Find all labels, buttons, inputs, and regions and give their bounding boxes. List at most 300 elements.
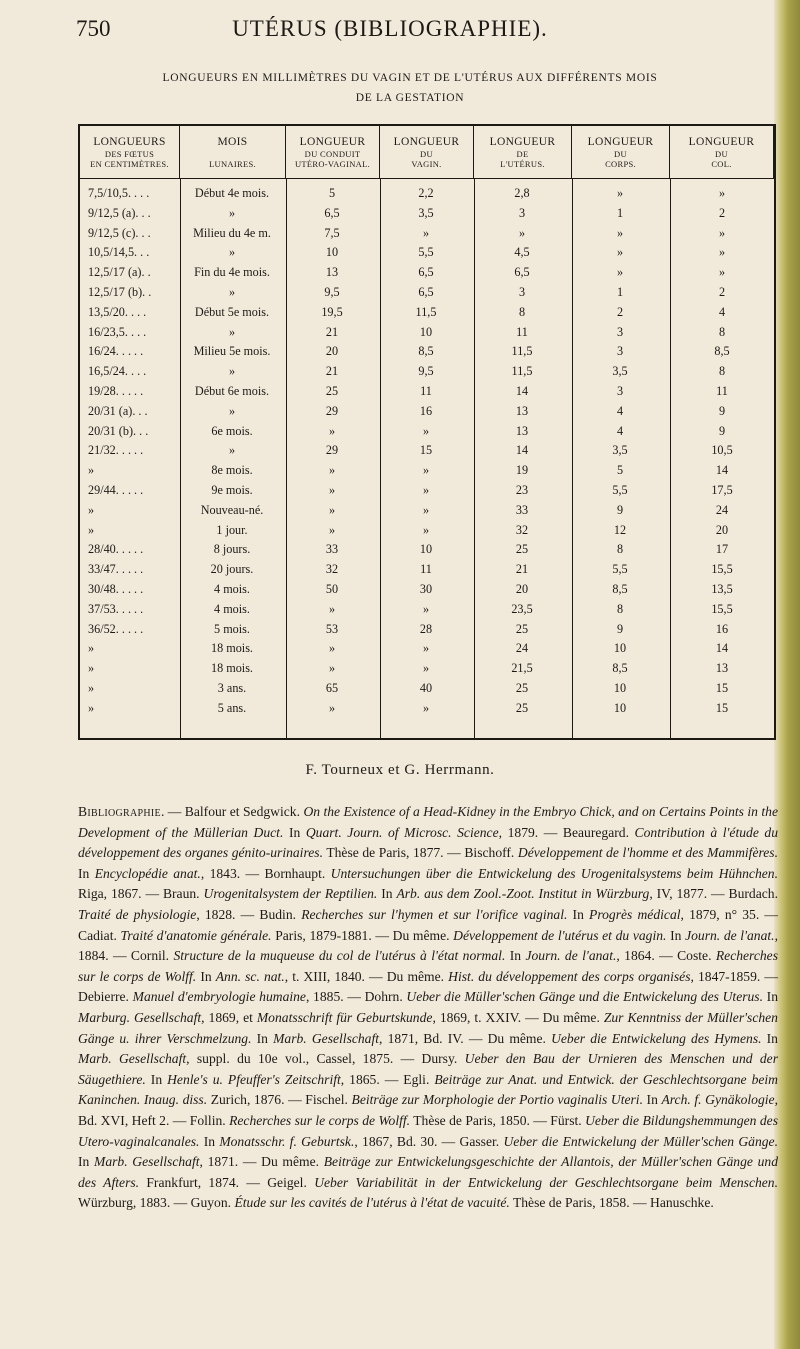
citation-text: In bbox=[505, 948, 526, 964]
body-cell: 3 bbox=[616, 324, 624, 339]
citation-title: Untersuchungen über die Entwickelung des Urogenitalsystems beim Hühnchen. bbox=[330, 865, 778, 881]
lunar-month-cell: » bbox=[228, 403, 236, 418]
uterus-cell: 23,5 bbox=[511, 601, 533, 616]
uterus-cell: 21,5 bbox=[511, 661, 533, 676]
uterus-cell: 32 bbox=[515, 522, 529, 537]
table-row bbox=[80, 184, 774, 204]
body-cell: 8 bbox=[616, 601, 624, 616]
cervix-cell: 24 bbox=[715, 502, 729, 517]
table-caption-line2: DE LA GESTATION bbox=[355, 92, 465, 104]
uterus-cell: 20 bbox=[515, 581, 529, 596]
running-title: UTÉRUS (BIBLIOGRAPHIE). bbox=[232, 16, 548, 41]
citation-title: Étude sur les cavités de l'utérus à l'état de vacuité. bbox=[234, 1195, 510, 1211]
cervix-cell: 15,5 bbox=[711, 601, 733, 616]
citation-text: , 1828. — Budin. bbox=[196, 906, 302, 922]
table-row bbox=[80, 600, 774, 620]
citation-title: Ueber die Entwickelung der Müller'schen Gänge. bbox=[503, 1133, 778, 1149]
cervix-cell: 11 bbox=[716, 383, 728, 398]
cervix-cell: 16 bbox=[715, 621, 729, 636]
table-row bbox=[80, 620, 774, 640]
uterus-cell: 4,5 bbox=[514, 245, 530, 260]
cervix-cell: 2 bbox=[718, 205, 726, 220]
citation-text: , 1879, n° 35. — Cadiat. bbox=[78, 906, 778, 943]
lunar-month-cell: » bbox=[228, 443, 236, 458]
utero-vaginal-cell: 33 bbox=[325, 542, 339, 557]
body-cell: 1 bbox=[616, 205, 624, 220]
authors-signature: F. Tourneux et G. Herrmann. bbox=[305, 762, 495, 778]
uterus-cell: 25 bbox=[515, 680, 529, 695]
citation-title: On the Existence of a Head-Kidney in the Embryo Chick, and on Certains Points in the Development of the Müllerian Duct. bbox=[78, 804, 778, 840]
fetus-length-cell: 16/24. . . . . bbox=[88, 344, 144, 359]
body-cell: 5,5 bbox=[612, 562, 628, 577]
uterus-cell: 25 bbox=[515, 700, 529, 715]
utero-vaginal-cell: » bbox=[328, 601, 336, 616]
utero-vaginal-cell: » bbox=[328, 502, 336, 517]
vagina-cell: » bbox=[422, 661, 430, 676]
uterus-cell: 14 bbox=[515, 383, 529, 398]
body-cell: 10 bbox=[613, 641, 627, 656]
vagina-cell: 8,5 bbox=[418, 344, 434, 359]
citation-text: Thèse de Paris, 1877. — Bischoff. bbox=[322, 845, 518, 861]
citation-text: In bbox=[377, 886, 397, 902]
citation-text: , 1879. — Beauregard. bbox=[498, 824, 635, 840]
lunar-month-cell: Nouveau-né. bbox=[200, 502, 264, 517]
table-row bbox=[80, 382, 774, 402]
citation-title: Marb. Gesellschaft bbox=[94, 1154, 200, 1170]
citation-text: Riga, 1867. — Braun. bbox=[78, 886, 204, 902]
citation-text: , 1884. — Cornil. bbox=[78, 927, 778, 964]
utero-vaginal-cell: 65 bbox=[325, 680, 339, 695]
citation-title: Monatsschrift für Geburtskunde bbox=[256, 1009, 433, 1025]
vagina-cell: » bbox=[422, 522, 430, 537]
fetus-length-cell: 30/48. . . . . bbox=[88, 581, 144, 596]
uterus-cell: 3 bbox=[518, 284, 526, 299]
cervix-cell: 17 bbox=[715, 542, 729, 557]
vagina-cell: 15 bbox=[419, 443, 433, 458]
uterus-cell: 33 bbox=[515, 502, 529, 517]
utero-vaginal-cell: 29 bbox=[325, 443, 339, 458]
lunar-month-cell: Début 5e mois. bbox=[194, 304, 270, 319]
fetus-length-cell: 19/28. . . . . bbox=[88, 383, 144, 398]
utero-vaginal-cell: 7,5 bbox=[324, 225, 340, 240]
cervix-cell: 20 bbox=[715, 522, 729, 537]
table-row bbox=[80, 402, 774, 422]
lunar-month-cell: Début 6e mois. bbox=[194, 383, 270, 398]
utero-vaginal-cell: 10 bbox=[325, 245, 339, 260]
citation-title: Encyclopédie anat. bbox=[94, 865, 201, 881]
citation-text: , 1871, Bd. IV. — Du même. bbox=[379, 1030, 552, 1046]
citation-text: , 1843. — Bornhaupt. bbox=[200, 865, 331, 881]
fetus-length-cell: 9/12,5 (a). . . bbox=[88, 205, 151, 220]
vagina-cell: 5,5 bbox=[418, 245, 434, 260]
citation-text: , IV, 1877. — Burdach. bbox=[649, 886, 778, 902]
lunar-month-cell: Milieu du 4e m. bbox=[193, 225, 271, 240]
citation-title: Développement de l'homme et des Mammifères. bbox=[517, 845, 778, 861]
table-row bbox=[80, 639, 774, 659]
cervix-cell: 15,5 bbox=[711, 562, 733, 577]
citation-title: Journ. de l'anat. bbox=[685, 927, 775, 943]
vagina-cell: » bbox=[422, 225, 430, 240]
lunar-month-cell: » bbox=[228, 205, 236, 220]
citation-text: , t. XIII, 1840. — Du même. bbox=[284, 968, 449, 984]
fetus-length-cell: » bbox=[88, 502, 95, 517]
cervix-cell: 10,5 bbox=[711, 443, 733, 458]
body-cell: » bbox=[616, 265, 624, 280]
lunar-month-cell: » bbox=[228, 245, 236, 260]
fetus-length-cell: » bbox=[88, 700, 95, 715]
lunar-month-cell: » bbox=[228, 364, 236, 379]
fetus-length-cell: » bbox=[88, 680, 95, 695]
citation-title: Arb. aus dem Zool.-Zoot. Institut in Würzburg bbox=[396, 886, 650, 902]
citation-text: , 1871. — Du même. bbox=[199, 1154, 324, 1170]
citation-text: , 1867, Bd. 30. — Gasser. bbox=[354, 1133, 504, 1149]
cervix-cell: 13 bbox=[715, 661, 729, 676]
citation-title: Ueber die Müller'schen Gänge und die Entwickelung des Uterus. bbox=[406, 989, 763, 1005]
fetus-length-cell: 29/44. . . . . bbox=[88, 482, 144, 497]
page-number: 750 bbox=[76, 16, 111, 41]
cervix-cell: 8 bbox=[718, 364, 726, 379]
lunar-month-cell: 3 ans. bbox=[217, 680, 247, 695]
cervix-cell: 9 bbox=[718, 423, 726, 438]
fetus-length-cell: » bbox=[88, 661, 95, 676]
vagina-cell: » bbox=[422, 641, 430, 656]
vagina-cell: » bbox=[422, 700, 430, 715]
citation-title: Zur Kenntniss der Müller'schen Gänge u. ihrer Verschmelzung. bbox=[78, 1009, 778, 1046]
citation-title: Manuel d'embryologie humaine bbox=[132, 989, 306, 1005]
cervix-cell: 2 bbox=[718, 284, 726, 299]
uterus-cell: 25 bbox=[515, 621, 529, 636]
col-head-vagina: LONGUEUR DU VAGIN. bbox=[380, 126, 474, 178]
citation-title: Marb. Gesellschaft bbox=[78, 1051, 187, 1067]
col-head-uterus: LONGUEUR DE L'UTÉRUS. bbox=[474, 126, 572, 178]
lunar-month-cell: 9e mois. bbox=[211, 482, 253, 497]
page-header bbox=[0, 16, 780, 46]
uterus-cell: 13 bbox=[515, 403, 529, 418]
uterus-cell: » bbox=[518, 225, 526, 240]
body-cell: 8,5 bbox=[612, 661, 628, 676]
fetus-length-cell: 21/32. . . . . bbox=[88, 443, 144, 458]
utero-vaginal-cell: 29 bbox=[325, 403, 339, 418]
body-cell: 3,5 bbox=[612, 364, 628, 379]
cervix-cell: 8 bbox=[718, 324, 726, 339]
citation-title: Recherches sur le corps de Wolff. bbox=[229, 1112, 411, 1128]
citation-text: Würzburg, 1883. — Guyon. bbox=[78, 1195, 235, 1211]
cervix-cell: 15 bbox=[715, 680, 729, 695]
uterus-cell: 13 bbox=[515, 423, 529, 438]
table-row bbox=[80, 342, 774, 362]
cervix-cell: 17,5 bbox=[711, 482, 733, 497]
citation-text: In bbox=[78, 1154, 95, 1170]
fetus-length-cell: 13,5/20. . . . bbox=[88, 304, 147, 319]
body-cell: 4 bbox=[616, 403, 624, 418]
citation-title: Hist. du développement des corps organisés bbox=[448, 968, 691, 984]
fetus-length-cell: » bbox=[88, 522, 95, 537]
table-row bbox=[80, 283, 774, 303]
lunar-month-cell: 6e mois. bbox=[211, 423, 253, 438]
body-cell: » bbox=[616, 225, 624, 240]
table-row bbox=[80, 303, 774, 323]
table-row bbox=[80, 204, 774, 224]
table-row bbox=[80, 659, 774, 679]
citation-title: Ueber die Bildungshemmungen des Utero-vaginalcanales. bbox=[78, 1112, 778, 1149]
uterus-cell: 11,5 bbox=[511, 364, 533, 379]
vagina-cell: 2,2 bbox=[418, 186, 434, 200]
cervix-cell: 8,5 bbox=[714, 344, 730, 359]
utero-vaginal-cell: » bbox=[328, 482, 336, 497]
table-row bbox=[80, 441, 774, 461]
fetus-length-cell: 7,5/10,5. . . . bbox=[88, 186, 150, 200]
citation-text: , 1869, t. XXIV. — Du même. bbox=[432, 1009, 604, 1025]
uterus-cell: 2,8 bbox=[514, 186, 530, 200]
citation-title: Journ. de l'anat. bbox=[525, 948, 617, 964]
citation-text: In bbox=[567, 906, 590, 922]
body-cell: 8 bbox=[616, 542, 624, 557]
table-row bbox=[80, 323, 774, 343]
citation-text: In bbox=[196, 968, 216, 984]
fetus-length-cell: 33/47. . . . . bbox=[88, 562, 144, 577]
body-cell: 3 bbox=[616, 383, 624, 398]
utero-vaginal-cell: » bbox=[328, 661, 336, 676]
table-body bbox=[80, 184, 774, 719]
table-row bbox=[80, 560, 774, 580]
citation-text: Thèse de Paris, 1850. — Fürst. bbox=[410, 1112, 586, 1128]
vagina-cell: 10 bbox=[419, 324, 433, 339]
col-head-body: LONGUEUR DU CORPS. bbox=[572, 126, 670, 178]
utero-vaginal-cell: 19,5 bbox=[321, 304, 343, 319]
table-caption-line1: LONGUEURS EN MILLIMÈTRES DU VAGIN ET DE L'UTÉRUS AUX DIFFÉRENTS MOIS bbox=[162, 72, 658, 84]
uterus-cell: 11,5 bbox=[511, 344, 533, 359]
uterus-cell: 25 bbox=[515, 542, 529, 557]
vagina-cell: » bbox=[422, 463, 430, 478]
vagina-cell: 28 bbox=[419, 621, 433, 636]
table-row bbox=[80, 461, 774, 481]
table-row bbox=[80, 263, 774, 283]
fetus-length-cell: 9/12,5 (c). . . bbox=[88, 225, 151, 240]
vagina-cell: 30 bbox=[419, 581, 433, 596]
citation-title: Progrès médical bbox=[589, 906, 681, 922]
citation-title: Marburg. Gesellschaft bbox=[78, 1009, 202, 1025]
vagina-cell: 10 bbox=[419, 542, 433, 557]
body-cell: 9 bbox=[616, 621, 624, 636]
table-row bbox=[80, 362, 774, 382]
uterus-cell: 8 bbox=[518, 304, 526, 319]
utero-vaginal-cell: » bbox=[328, 463, 336, 478]
measurements-table bbox=[78, 124, 776, 740]
vagina-cell: 6,5 bbox=[418, 265, 434, 280]
citation-text: , 1864. — Coste. bbox=[616, 948, 716, 964]
vagina-cell: » bbox=[422, 482, 430, 497]
vagina-cell: 3,5 bbox=[418, 205, 434, 220]
fetus-length-cell: 36/52. . . . . bbox=[88, 621, 144, 636]
citation-title: Henle's u. Pfeuffer's Zeitschrift bbox=[167, 1071, 341, 1087]
citation-title: Quart. Journ. of Microsc. Science bbox=[305, 824, 499, 840]
lunar-month-cell: 4 mois. bbox=[214, 601, 250, 616]
utero-vaginal-cell: » bbox=[328, 522, 336, 537]
citation-text: In bbox=[251, 1030, 274, 1046]
citation-text: , suppl. du 10e vol., Cassel, 1875. — Dursy. bbox=[186, 1051, 465, 1067]
vagina-cell: » bbox=[422, 423, 430, 438]
citation-title: Ann. sc. nat. bbox=[215, 968, 285, 984]
vagina-cell: » bbox=[422, 601, 430, 616]
utero-vaginal-cell: 21 bbox=[325, 364, 339, 379]
citation-title: Beiträge zur Anat. und Entwick. der Geschlechtsorgane beim Kaninchen. Inaug. diss. bbox=[78, 1071, 778, 1108]
cervix-cell: » bbox=[718, 245, 726, 260]
utero-vaginal-cell: 13 bbox=[325, 265, 339, 280]
body-cell: 9 bbox=[616, 502, 624, 517]
body-cell: » bbox=[616, 186, 624, 200]
body-cell: 12 bbox=[613, 522, 627, 537]
table-row bbox=[80, 679, 774, 699]
uterus-cell: 3 bbox=[518, 205, 526, 220]
lunar-month-cell: 18 mois. bbox=[211, 641, 253, 656]
col-head-months: MOIS LUNAIRES. bbox=[180, 126, 286, 178]
vagina-cell: 9,5 bbox=[418, 364, 434, 379]
table-row bbox=[80, 699, 774, 719]
cervix-cell: 9 bbox=[718, 403, 726, 418]
lunar-month-cell: » bbox=[228, 324, 236, 339]
utero-vaginal-cell: 50 bbox=[325, 581, 339, 596]
cervix-cell: » bbox=[718, 186, 726, 200]
lunar-month-cell: 4 mois. bbox=[214, 581, 250, 596]
fetus-length-cell: 12,5/17 (b). . bbox=[88, 284, 152, 299]
uterus-cell: 19 bbox=[515, 463, 529, 478]
uterus-cell: 14 bbox=[515, 443, 529, 458]
bibliography-paragraph bbox=[78, 802, 778, 1214]
lunar-month-cell: Fin du 4e mois. bbox=[194, 265, 270, 280]
lunar-month-cell: 20 jours. bbox=[210, 562, 254, 577]
utero-vaginal-cell: 32 bbox=[325, 562, 339, 577]
uterus-cell: 24 bbox=[515, 641, 529, 656]
citation-title: Ueber Variabilität in der Entwickelung der Geschlechtsorgane beim Menschen. bbox=[314, 1174, 779, 1190]
citation-title: Traité de physiologie bbox=[78, 906, 197, 922]
utero-vaginal-cell: » bbox=[328, 700, 336, 715]
cervix-cell: » bbox=[718, 265, 726, 280]
cervix-cell: 4 bbox=[718, 304, 726, 319]
fetus-length-cell: 16/23,5. . . . bbox=[88, 324, 147, 339]
citation-title: Marb. Gesellschaft bbox=[273, 1030, 380, 1046]
table-row bbox=[80, 422, 774, 442]
lunar-month-cell: 8e mois. bbox=[211, 463, 253, 478]
col-head-cervix: LONGUEUR DU COL. bbox=[670, 126, 774, 178]
fetus-length-cell: 28/40. . . . . bbox=[88, 542, 144, 557]
citation-title: Ueber die Entwickelung des Hymens. bbox=[551, 1030, 762, 1046]
citation-text: In bbox=[666, 927, 686, 943]
uterus-cell: 6,5 bbox=[514, 265, 530, 280]
body-cell: 3 bbox=[616, 344, 624, 359]
table-row bbox=[80, 243, 774, 263]
citation-title: Arch. f. Gynäkologie bbox=[661, 1092, 775, 1108]
citation-title: Monatsschr. f. Geburtsk. bbox=[219, 1133, 355, 1149]
utero-vaginal-cell: » bbox=[328, 641, 336, 656]
cervix-cell: 14 bbox=[715, 641, 729, 656]
citation-title: Structure de la muqueuse du col de l'utérus à l'état normal. bbox=[173, 948, 506, 964]
table-row bbox=[80, 481, 774, 501]
fetus-length-cell: 12,5/17 (a). . bbox=[88, 265, 151, 280]
vagina-cell: 11 bbox=[420, 562, 432, 577]
citation-text: Paris, 1879-1881. — Du même. bbox=[271, 927, 454, 943]
fetus-length-cell: » bbox=[88, 641, 95, 656]
fetus-length-cell: » bbox=[88, 463, 95, 478]
citation-text: Thèse de Paris, 1858. — Hanuschke. bbox=[509, 1195, 714, 1211]
table-row bbox=[80, 521, 774, 541]
citation-title: Beiträge zur Entwickelungsgeschichte der Allantois, der Müller'schen Gänge und des Afters. bbox=[78, 1154, 778, 1190]
body-cell: 10 bbox=[613, 680, 627, 695]
citation-text: , Bd. XVI, Heft 2. — Follin. bbox=[78, 1092, 778, 1128]
vagina-cell: 11,5 bbox=[415, 304, 437, 319]
fetus-length-cell: 16,5/24. . . . bbox=[88, 364, 147, 379]
citation-text: Frankfurt, 1874. — Geigel. bbox=[139, 1174, 315, 1190]
citation-text: In bbox=[78, 865, 95, 881]
body-cell: 10 bbox=[613, 700, 627, 715]
utero-vaginal-cell: 21 bbox=[325, 324, 339, 339]
citation-title: Ueber den Bau der Urnieren des Menschen und der Säugethiere. bbox=[78, 1051, 778, 1087]
lunar-month-cell: Début 4e mois. bbox=[194, 186, 270, 200]
citation-title: Contribution à l'étude du développement des organes génito-urinaires. bbox=[78, 824, 779, 861]
col-head-utero-vaginal: LONGUEUR DU CONDUIT UTÉRO-VAGINAL. bbox=[286, 126, 380, 178]
cervix-cell: 14 bbox=[715, 463, 729, 478]
fetus-length-cell: 20/31 (b). . . bbox=[88, 423, 149, 438]
body-cell: 1 bbox=[616, 284, 624, 299]
table-row bbox=[80, 540, 774, 560]
citation-text: In bbox=[145, 1071, 168, 1087]
bibliography-label: Bibliographie bbox=[78, 804, 161, 819]
citation-title: Recherches sur le corps de Wolff. bbox=[78, 948, 779, 984]
fetus-length-cell: 37/53. . . . . bbox=[88, 601, 144, 616]
citation-title: Urogenitalsystem der Reptilien. bbox=[203, 886, 378, 902]
utero-vaginal-cell: 20 bbox=[325, 344, 339, 359]
table-row bbox=[80, 224, 774, 244]
vagina-cell: 6,5 bbox=[418, 284, 434, 299]
citation-title: Beiträge zur Morphologie der Portio vaginalis Uteri. bbox=[351, 1092, 643, 1108]
citation-text: , 1869, et bbox=[201, 1009, 257, 1025]
citation-title: Recherches sur l'hymen et sur l'orifice vaginal. bbox=[301, 906, 568, 922]
citation-title: Traité d'anatomie générale. bbox=[120, 927, 272, 943]
vagina-cell: » bbox=[422, 502, 430, 517]
cervix-cell: 15 bbox=[715, 700, 729, 715]
lunar-month-cell: 8 jours. bbox=[213, 542, 251, 557]
body-cell: 5 bbox=[616, 463, 624, 478]
table-row bbox=[80, 580, 774, 600]
citation-text: Zurich, 1876. — Fischel. bbox=[207, 1092, 352, 1108]
vagina-cell: 16 bbox=[419, 403, 433, 418]
cervix-cell: » bbox=[718, 225, 726, 240]
lunar-month-cell: 18 mois. bbox=[211, 661, 253, 676]
lunar-month-cell: 5 ans. bbox=[217, 700, 247, 715]
citation-text: , 1885. — Dohrn. bbox=[305, 989, 407, 1005]
fetus-length-cell: 20/31 (a). . . bbox=[88, 403, 148, 418]
body-cell: » bbox=[616, 245, 624, 260]
body-cell: 8,5 bbox=[612, 581, 628, 596]
vagina-cell: 40 bbox=[419, 680, 433, 695]
citation-text: . — Balfour et Sedgwick. bbox=[160, 804, 304, 819]
fetus-length-cell: 10,5/14,5. . . bbox=[88, 245, 150, 260]
body-cell: 5,5 bbox=[612, 482, 628, 497]
citation-text: In bbox=[642, 1092, 662, 1108]
utero-vaginal-cell: 9,5 bbox=[324, 284, 340, 299]
lunar-month-cell: » bbox=[228, 284, 236, 299]
lunar-month-cell: 5 mois. bbox=[214, 621, 250, 636]
citation-text: In bbox=[763, 989, 778, 1005]
uterus-cell: 21 bbox=[515, 562, 529, 577]
cervix-cell: 13,5 bbox=[711, 581, 733, 596]
body-cell: 4 bbox=[616, 423, 624, 438]
uterus-cell: 11 bbox=[516, 324, 528, 339]
utero-vaginal-cell: 25 bbox=[325, 383, 339, 398]
col-head-fetus: LONGUEURS DES FŒTUS EN CENTIMÈTRES. bbox=[80, 126, 180, 178]
utero-vaginal-cell: 6,5 bbox=[324, 205, 340, 220]
utero-vaginal-cell: » bbox=[328, 423, 336, 438]
body-cell: 3,5 bbox=[612, 443, 628, 458]
